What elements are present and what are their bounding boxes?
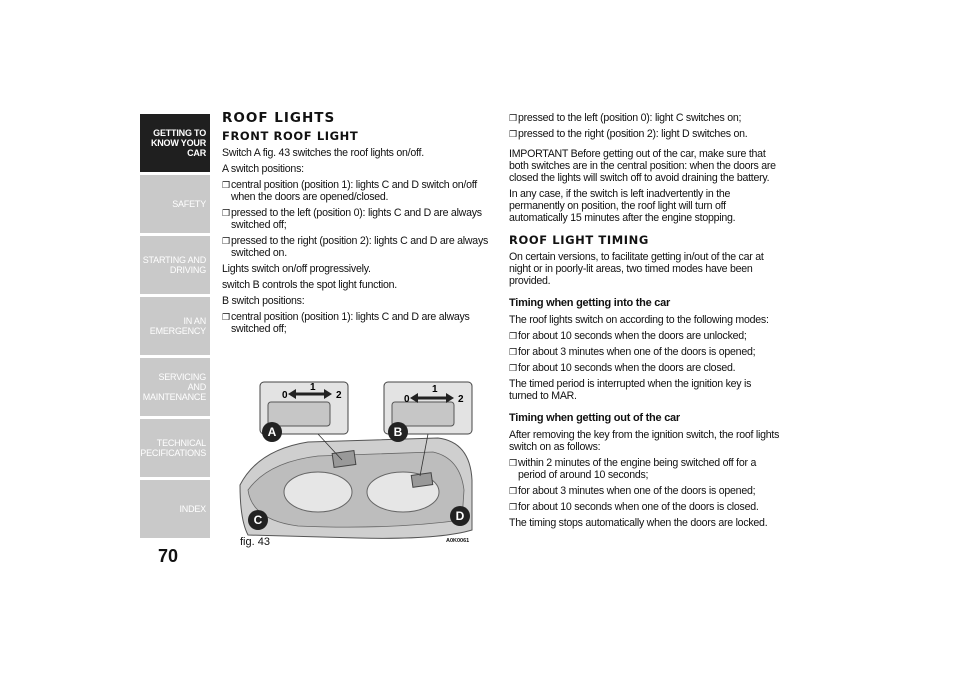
tab-getting-to-know[interactable]: GETTING TO KNOW YOUR CAR [140,114,210,172]
svg-text:1: 1 [432,384,438,395]
chapter-sidebar [134,114,210,541]
checkbox-bullet-icon: ❒ [509,347,517,357]
svg-text:B: B [393,425,403,439]
subsection-title: FRONT ROOF LIGHT [222,129,359,143]
checkbox-bullet-icon: ❒ [509,331,517,341]
list-item: ❒ for about 10 seconds when one of the doors is closed. [509,501,759,513]
paragraph: B switch positions: [222,295,305,307]
list-item: ❒ pressed to the left (position 0): light C switches on; [509,112,742,124]
paragraph: Lights switch on/off progressively. [222,263,371,275]
checkbox-bullet-icon: ❒ [222,208,230,218]
page-number: 70 [158,546,179,566]
section-title: ROOF LIGHTS [222,110,336,126]
figure-code: A0K0061 [446,538,470,544]
paragraph: switch B controls the spot light function. [222,279,397,291]
paragraph: A switch positions: [222,163,304,175]
svg-text:2: 2 [336,390,342,401]
svg-text:C: C [253,513,263,527]
checkbox-bullet-icon: ❒ [222,236,230,246]
figure-caption: fig. 43 [240,536,270,548]
list-item: ❒ for about 3 minutes when one of the doors is opened; [509,346,756,358]
subheading: Timing when getting out of the car [509,412,680,424]
important-note: IMPORTANT Before getting out of the car, make sure that both switches are in the central position: when the doors are closed the lights will switch off to avoid draining the battery. [509,148,776,184]
svg-text:0: 0 [282,390,288,401]
checkbox-bullet-icon: ❒ [509,113,517,123]
paragraph: In any case, if the switch is left inadvertently in the permanently on position, the roof light will turn off automatically 15 minutes after the engine stopping. [509,188,736,224]
list-item: ❒ for about 10 seconds when the doors are closed. [509,362,736,374]
checkbox-bullet-icon: ❒ [509,363,517,373]
paragraph: On certain versions, to facilitate getting in/out of the car at night or in poorly-lit areas, two timed modes have been provided. [509,251,764,287]
left-column [222,112,492,339]
list-item: ❒ for about 3 minutes when one of the doors is opened; [509,485,756,497]
svg-text:0: 0 [404,394,410,405]
svg-text:1: 1 [310,382,316,393]
paragraph: The timing stops automatically when the doors are locked. [509,517,768,529]
checkbox-bullet-icon: ❒ [509,458,517,468]
list-item: ❒ for about 10 seconds when the doors are unlocked; [509,330,747,342]
list-item: ❒ central position (position 1): lights C and D are always switched off; [222,311,470,335]
checkbox-bullet-icon: ❒ [509,502,517,512]
tab-servicing[interactable]: SERVICING AND MAINTENANCE [140,358,210,416]
tab-emergency[interactable]: IN AN EMERGENCY [140,297,210,355]
checkbox-bullet-icon: ❒ [222,312,230,322]
tab-index[interactable]: INDEX [140,480,210,538]
paragraph: Switch A fig. 43 switches the roof lights on/off. [222,147,424,159]
list-item: ❒ pressed to the left (position 0): lights C and D are always switched off; [222,207,482,231]
checkbox-bullet-icon: ❒ [509,129,517,139]
tab-technical[interactable]: TECHNICAL SPECIFICATIONS [140,419,210,477]
roof-light-figure [238,380,474,540]
list-item: ❒ pressed to the right (position 2): light D switches on. [509,128,748,140]
paragraph: The roof lights switch on according to the following modes: [509,314,769,326]
svg-text:A: A [267,425,277,439]
svg-text:2: 2 [458,394,464,405]
checkbox-bullet-icon: ❒ [509,486,517,496]
tab-starting-driving[interactable]: STARTING AND DRIVING [140,236,210,294]
subsection-title: ROOF LIGHT TIMING [509,233,649,247]
paragraph: After removing the key from the ignition switch, the roof lights switch on as follows: [509,429,780,453]
svg-text:D: D [455,509,465,523]
list-item: ❒ within 2 minutes of the engine being switched off for a period of around 10 seconds; [509,457,757,481]
subheading: Timing when getting into the car [509,297,671,309]
right-column [509,112,781,533]
list-item: ❒ central position (position 1): lights C and D switch on/off when the doors are opened/closed. [222,179,477,203]
tab-safety[interactable]: SAFETY [140,175,210,233]
checkbox-bullet-icon: ❒ [222,180,230,190]
paragraph: The timed period is interrupted when the ignition key is turned to MAR. [509,378,752,402]
list-item: ❒ pressed to the right (position 2): lights C and D are always switched on. [222,235,489,259]
